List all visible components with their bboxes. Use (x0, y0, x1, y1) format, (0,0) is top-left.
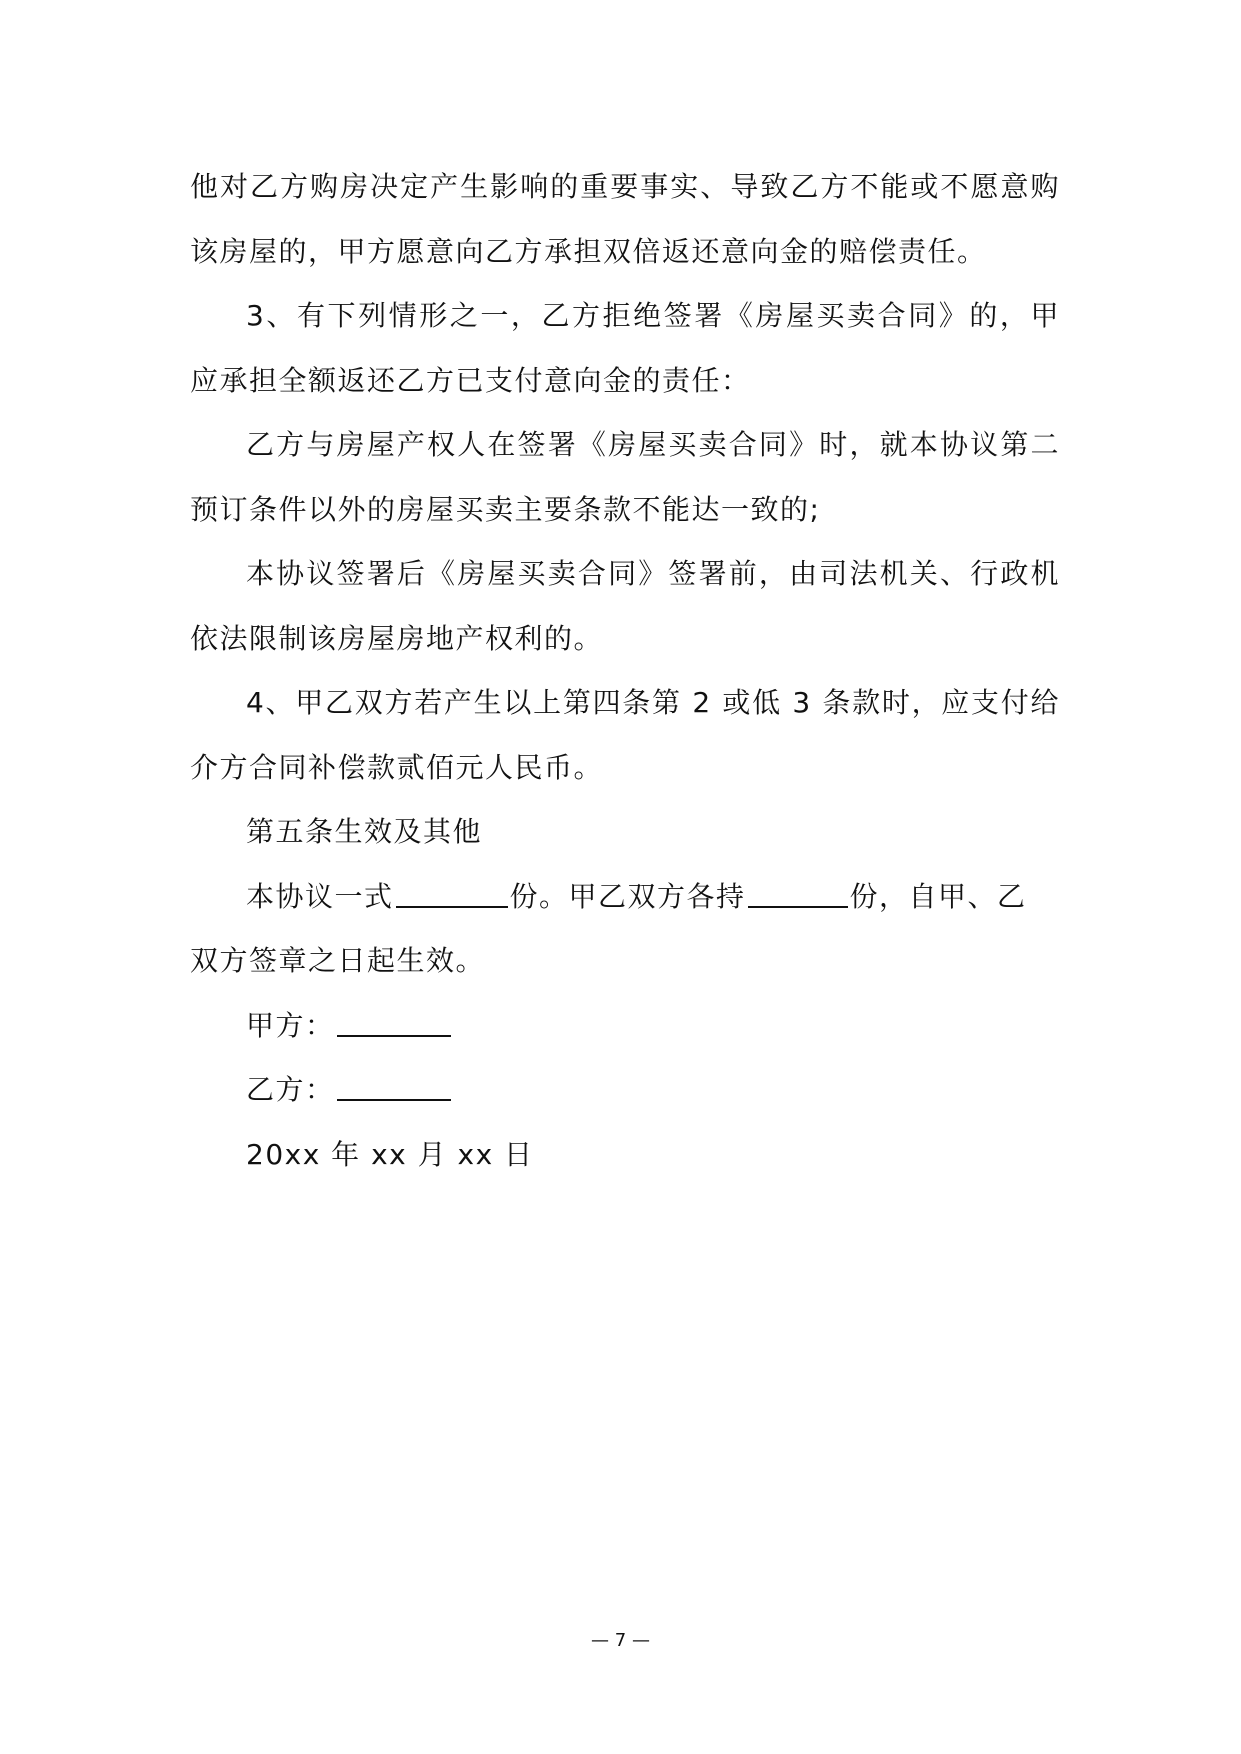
section-heading: 第五条生效及其他 (246, 815, 483, 848)
text-line: 介方合同补偿款贰佰元人民币。 (190, 750, 604, 784)
paragraph-copies (190, 865, 1060, 994)
paragraph-condition-1 (190, 413, 1060, 542)
text-line: 应承担全额返还乙方已支付意向金的责任： (190, 363, 751, 397)
party-b-label: 乙方： (246, 1073, 335, 1106)
copies-each-blank (748, 876, 848, 908)
text-line: 预订条件以外的房屋买卖主要条款不能达一致的; (190, 492, 821, 526)
text-line: 4、甲乙双方若产生以上第四条第 2 或低 3 条款时，应支付给 (246, 686, 1060, 719)
party-a-label: 甲方： (246, 1008, 335, 1042)
text-line: 他对乙方购房决定产生影响的重要事实、导致乙方不能或不愿意购 (190, 170, 1060, 203)
text-line: 依法限制该房屋房地产权利的。 (190, 621, 604, 655)
copies-text-part1: 本协议一式 (246, 879, 394, 913)
copies-text-part2: 份。甲乙双方各持 (509, 879, 746, 913)
text-line: 3、有下列情形之一，乙方拒绝签署《房屋买卖合同》的，甲 (246, 299, 1060, 332)
paragraph-clause-3 (190, 284, 1060, 413)
copies-text-part3: 份，自甲、乙 (849, 879, 1027, 913)
text-line (190, 865, 1060, 930)
party-a-signature-blank (337, 1005, 451, 1037)
paragraph-condition-2 (190, 542, 1060, 671)
page-number: — 7 — (591, 1630, 650, 1651)
party-b-signature-blank (337, 1069, 451, 1101)
text-line: 双方签章之日起生效。 (190, 944, 486, 977)
text-line: 本协议签署后《房屋买卖合同》签署前，由司法机关、行政机 (246, 557, 1060, 590)
party-b-signature-line (190, 1058, 1060, 1123)
paragraph-clause-4 (190, 671, 1060, 800)
text-line: 乙方与房屋产权人在签署《房屋买卖合同》时，就本协议第二 (246, 428, 1060, 461)
copies-total-blank (396, 876, 508, 908)
text-line: 该房屋的，甲方愿意向乙方承担双倍返还意向金的赔偿责任。 (190, 234, 987, 268)
paragraph-1 (190, 155, 1060, 284)
signing-date: 20xx 年 xx 月 xx 日 (246, 1137, 534, 1171)
party-a-signature-line (190, 994, 1060, 1059)
document-body (190, 155, 1060, 1187)
